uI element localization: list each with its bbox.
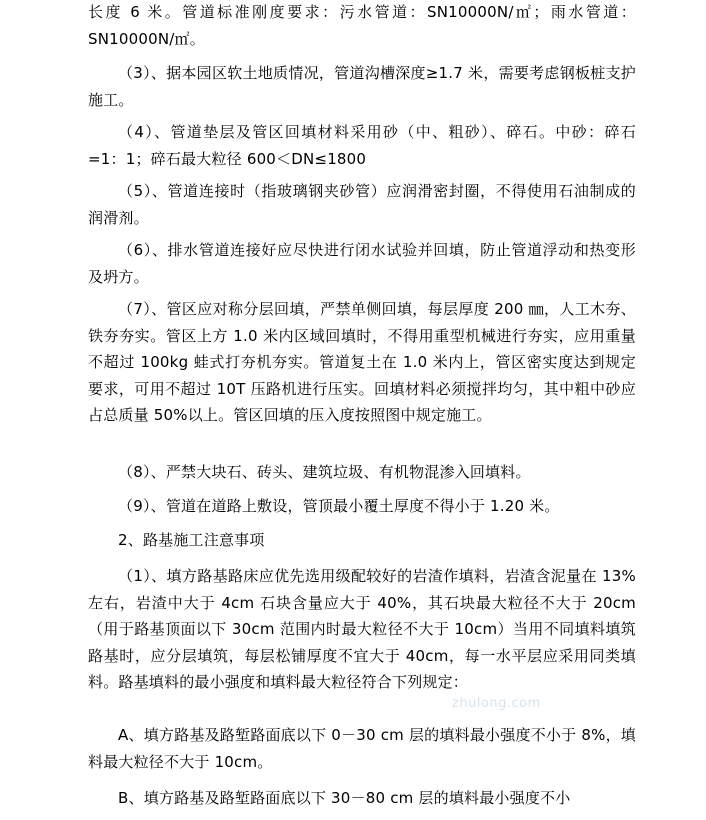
paragraph-item-6: （6）、排水管道连接好应尽快进行闭水试验并回填，防止管道浮动和热变形及坍方。: [88, 241, 636, 286]
paragraph-item-4: （4）、管道垫层及管区回填材料采用砂（中、粗砂）、碎石。中砂：碎石=1：1；碎石最大粒径 600＜DN≤1800: [88, 123, 636, 168]
paragraph-item-8: （8）、严禁大块石、砖头、建筑垃圾、有机物混渗入回填料。: [118, 463, 531, 481]
paragraph-roadbed-item-b: B、填方路基及路堑路面底以下 30－80 cm 层的填料最小强度不小: [118, 789, 571, 807]
paragraph-pipe-stiffness: 长度 6 米。管道标准刚度要求：污水管道：SN10000N/㎡；雨水管道：SN10000N/㎡。: [88, 3, 636, 48]
paragraph-item-5: （5）、管道连接时（指玻璃钢夹砂管）应润滑密封圈，不得使用石油制成的润滑剂。: [88, 182, 636, 227]
paragraph-roadbed-item-a: A、填方路基及路堑路面底以下 0－30 cm 层的填料最小强度不小于 8%，填料最大粒径不大于 10cm。: [88, 726, 636, 771]
paragraph-item-9: （9）、管道在道路上敷设，管顶最小覆土厚度不得小于 1.20 米。: [118, 497, 560, 515]
paragraph-item-3: （3）、据本园区软土地质情况，管道沟槽深度≥1.7 米，需要考虑钢板桩支护施工。: [88, 64, 636, 109]
paragraph-item-7: （7）、管区应对称分层回填，严禁单侧回填，每层厚度 200 ㎜，人工木夯、铁夯夯实。管区上方 1.0 米内区域回填时，不得用重型机械进行夯实，应用重量不超过 100kg 蛙式打夯机夯实。管道复土在 1.0 米内上，管区密实度达到规定要求，可用不超过 10T 压路机进行压实。回填材料必须搅拌均匀，其中粗中砂应占总质量 50%以上。管区回填的压入度按照图中规定施工。: [88, 300, 636, 424]
paragraph-roadbed-item-1: （1）、填方路基路床应优先选用级配较好的岩渣作填料，岩渣含泥量在 13%左右，岩渣中大于 4cm 石块含量应大于 40%，其石块最大粒径不大于 20cm（用于路基顶面以下 30cm 范围内时最大粒径不大于 10cm）当用不同填料填筑路基时，应分层填筑，每层松铺厚度不宜大于 40cm，每一水平层应采用同类填料。路基填料的最小强度和填料最大粒径符合下列规定：: [88, 567, 636, 691]
section-heading-roadbed: 2、路基施工注意事项: [118, 531, 265, 549]
watermark-logo: zhulong.com: [452, 696, 541, 711]
